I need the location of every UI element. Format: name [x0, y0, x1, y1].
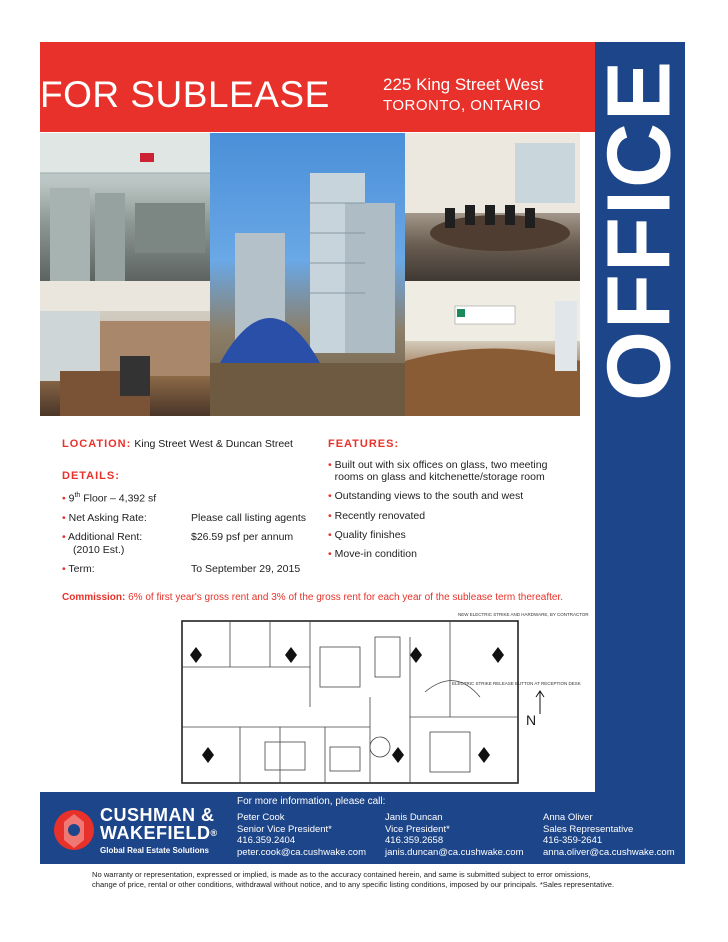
commission-label: Commission: — [62, 592, 126, 603]
contact-email[interactable]: anna.oliver@ca.cushwake.com — [543, 846, 675, 858]
disclaimer — [92, 870, 652, 890]
location-value: King Street West & Duncan Street — [134, 438, 293, 450]
detail-value: $26.59 psf per annum — [191, 531, 294, 543]
commission-text: 6% of first year's gross rent and 3% of the gross rent for each year of the sublease term thereafter. — [128, 592, 564, 603]
bullet: • — [328, 459, 332, 471]
contact-title: Sales Representative — [543, 823, 634, 835]
bullet: • — [328, 510, 332, 522]
commission-line — [62, 591, 582, 604]
contact-prompt: For more information, please call: — [237, 796, 386, 807]
details-heading: DETAILS: — [62, 470, 120, 482]
bullet: • — [62, 531, 66, 543]
feature-item — [328, 490, 523, 502]
headline: FOR SUBLEASE — [40, 74, 330, 115]
bullet: • — [328, 529, 332, 541]
feature-text: Move-in condition — [334, 548, 417, 560]
contact-phone: 416-359-2641 — [543, 835, 603, 846]
bullet: • — [62, 512, 66, 524]
detail-value: To September 29, 2015 — [191, 563, 301, 575]
address-city: TORONTO, ONTARIO — [383, 97, 542, 114]
logo-wordmark — [100, 806, 218, 842]
detail-floor — [62, 492, 156, 505]
contact-card — [543, 812, 675, 858]
detail-label: Additional Rent: — [68, 531, 143, 543]
detail-row — [62, 563, 95, 575]
feature-item — [328, 548, 417, 560]
logo-line2-text: WAKEFIELD — [100, 823, 211, 843]
disclaimer-line1: No warranty or representation, expressed or implied, is made as to the accuracy contained herein, and same is submitted subject to error omissions, — [92, 870, 591, 879]
north-arrow-icon — [535, 690, 545, 714]
bullet: • — [62, 492, 66, 505]
detail-label: Net Asking Rate: — [68, 512, 147, 524]
contact-phone: 416.359.2404 — [237, 835, 296, 846]
contact-email[interactable]: peter.cook@ca.cushwake.com — [237, 846, 366, 858]
contact-name: Anna Oliver — [543, 812, 593, 823]
floor-prefix: 9 — [68, 492, 75, 505]
bullet: • — [328, 490, 332, 502]
contact-title: Senior Vice President* — [237, 823, 332, 835]
contact-phone: 416.359.2658 — [385, 835, 444, 846]
floor-sup: th — [74, 492, 81, 499]
disclaimer-line2: change of price, rental or other conditions, withdrawal without notice, and to any specific listing conditions, imposed by our principals. *Sales representative. — [92, 880, 615, 889]
office-vertical-word: OFFICE — [589, 59, 690, 401]
location-line — [62, 438, 293, 450]
logo-line2 — [100, 824, 218, 842]
feature-item — [328, 459, 578, 483]
company-logo-icon — [52, 804, 96, 856]
floor-suffix: Floor – 4,392 sf — [80, 492, 157, 505]
logo-reg: ® — [210, 828, 218, 838]
contact-name: Peter Cook — [237, 812, 285, 823]
contact-card — [385, 812, 524, 858]
feature-text: Recently renovated — [334, 510, 426, 522]
north-label: N — [526, 712, 537, 728]
contact-card — [237, 812, 366, 858]
contact-name: Janis Duncan — [385, 812, 443, 823]
feature-item — [328, 529, 406, 541]
contact-email[interactable]: janis.duncan@ca.cushwake.com — [385, 846, 524, 858]
feature-text: Built out with six offices on glass, two meeting rooms on glass and kitchenette/storage room — [334, 459, 548, 483]
feature-text: Quality finishes — [334, 529, 406, 541]
detail-row — [62, 512, 147, 524]
photo-building-exterior — [210, 133, 405, 416]
photo-interior-office — [40, 281, 210, 416]
plan-note-top: NEW ELECTRIC STRIKE AND HARDWARE, BY CONTRACTOR — [458, 612, 589, 617]
floor-plan — [180, 607, 589, 785]
detail-row — [62, 531, 142, 543]
bullet: • — [62, 563, 66, 575]
photo-reception — [405, 281, 580, 416]
features-heading: FEATURES: — [328, 438, 400, 450]
address-street: 225 King Street West — [383, 75, 544, 94]
detail-value: Please call listing agents — [191, 512, 306, 524]
bullet: • — [328, 548, 332, 560]
location-label: LOCATION: — [62, 438, 132, 450]
logo-tagline: Global Real Estate Solutions — [100, 846, 209, 855]
contact-title: Vice President* — [385, 823, 450, 835]
logo-line1: CUSHMAN & — [100, 805, 215, 825]
plan-note-right: ELECTRIC STRIKE RELEASE BUTTON AT RECEPTION DESK — [452, 681, 581, 686]
detail-label: Term: — [68, 563, 95, 575]
feature-item — [328, 510, 425, 522]
detail-sublabel: (2010 Est.) — [73, 544, 125, 556]
feature-text: Outstanding views to the south and west — [334, 490, 524, 502]
photo-boardroom — [405, 133, 580, 281]
photo-interior-workstations — [40, 133, 210, 281]
